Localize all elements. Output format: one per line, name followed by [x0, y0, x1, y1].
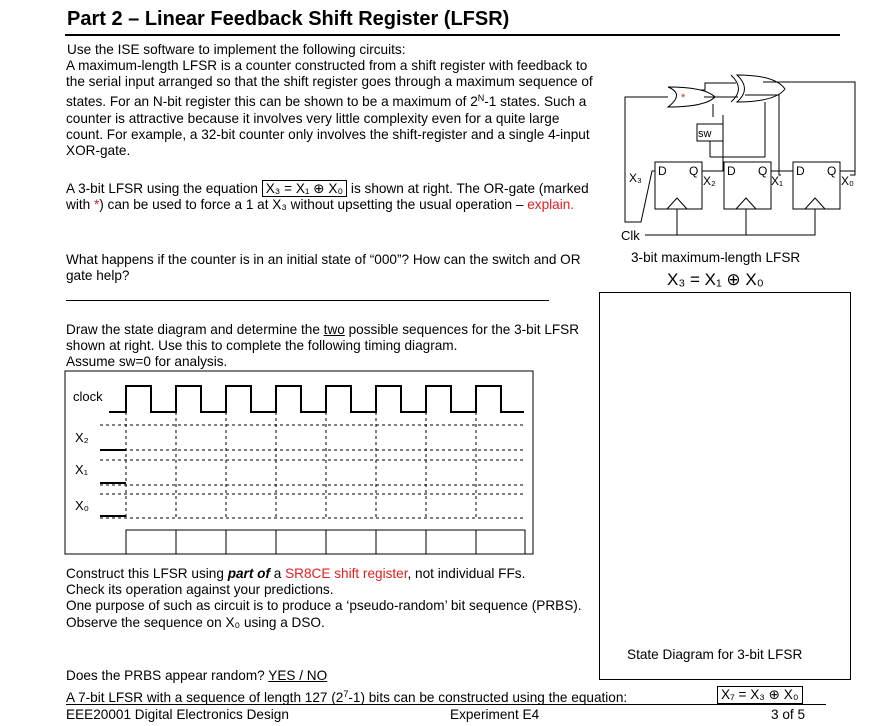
title-rule: [65, 34, 840, 36]
clock-waveform: [109, 386, 524, 412]
lfsr3-equation-box: X₃ = X₁ ⊕ X₀: [262, 180, 347, 197]
ff-x2-q: Q: [689, 164, 699, 178]
x2-label: X₂: [75, 430, 89, 445]
explain-word: explain.: [527, 197, 575, 213]
clock-edge-guides: [126, 412, 476, 520]
level-guides: [100, 425, 526, 518]
circuit-equation: X₃ = X₁ ⊕ X₀: [667, 270, 764, 289]
footer-page: 3 of 5: [771, 707, 806, 722]
x0-label: X₀: [75, 498, 90, 513]
lfsr7-equation-box: X₇ = X₃ ⊕ X₀: [717, 686, 803, 704]
timing-diagram: [64, 370, 534, 568]
xor-gate: [737, 75, 785, 102]
timing-frame: [65, 371, 533, 554]
ff-x1-d: D: [727, 164, 736, 178]
x0-node-label: X₀: [841, 174, 854, 188]
clk-label: Clk: [621, 228, 640, 243]
lfsr3-paragraph: A 3-bit LFSR using the equation X₃ = X₁ ⊕ X₀ is shown at right. The OR-gate (marked with *) can be used to force a 1 at X₃ without upsetting the usual operation – explain.: [66, 181, 589, 213]
footer-course: EEE20001 Digital Electronics Design: [66, 707, 289, 722]
intro-paragraph: A maximum-length LFSR is a counter constructed from a shift register with feedback to the serial input arranged so that the shift register goes through a maximum sequence of states. For an N-bit register this can be shown to be a maximum of $2^N-1$ states. Such a counter is attractive because it involves very little complexity even for a quite large count. For example, a 32-bit counter only involves the shift-register and a single 4-input XOR-gate.: [66, 58, 593, 159]
clock-label: clock: [73, 389, 103, 404]
construct-instructions: Construct this LFSR using part of a SR8CE shift register, not individual FFs. Check its operation against your predictions. One purpose of such as circuit is to produce a ‘pseudo-random’ bit sequence (PRBS). Observe the sequence on X₀ using a DSO.: [66, 566, 582, 630]
circuit-caption: 3-bit maximum-length LFSR: [631, 250, 801, 265]
x2-node-label: X₂: [703, 174, 716, 188]
lfsr7-sentence: A 7-bit LFSR with a sequence of length 127 $(2^7-1)$ bits can be constructed using the equation:: [66, 689, 628, 705]
ff-x2-d: D: [658, 164, 667, 178]
state-value-boxes: [126, 530, 525, 554]
assume-sw: Assume sw=0 for analysis.: [66, 354, 228, 369]
x1-node-label: X₁: [771, 174, 784, 188]
ff-x0-q: Q: [827, 164, 837, 178]
answer-line[interactable]: [66, 300, 549, 301]
footer-experiment: Experiment E4: [450, 707, 540, 722]
x3-node-label: X₃: [629, 171, 642, 185]
intro-line: Use the ISE software to implement the following circuits:: [67, 42, 406, 57]
draw-instructions: Draw the state diagram and determine the two possible sequences for the 3-bit LFSR shown at right. Use this to complete the following timing diagram.: [66, 322, 580, 354]
ff-x0-d: D: [796, 164, 805, 178]
initial-state-question: What happens if the counter is in an initial state of “000”? How can the switch and OR gate help?: [66, 252, 581, 284]
x1-label: X₁: [75, 462, 89, 477]
state-diagram-caption: State Diagram for 3-bit LFSR: [627, 647, 803, 662]
footer-rule: [66, 704, 826, 705]
ff-x1-q: Q: [758, 164, 768, 178]
prbs-question: Does the PRBS appear random? YES / NO: [66, 668, 328, 683]
yes-no-option: YES / NO: [268, 668, 328, 683]
state-diagram-box[interactable]: [599, 292, 851, 680]
sw-label: sw: [698, 128, 712, 140]
or-gate-star: *: [681, 92, 686, 104]
page-title: Part 2 – Linear Feedback Shift Register (LFSR): [67, 8, 510, 30]
lfsr-circuit: [605, 60, 875, 290]
